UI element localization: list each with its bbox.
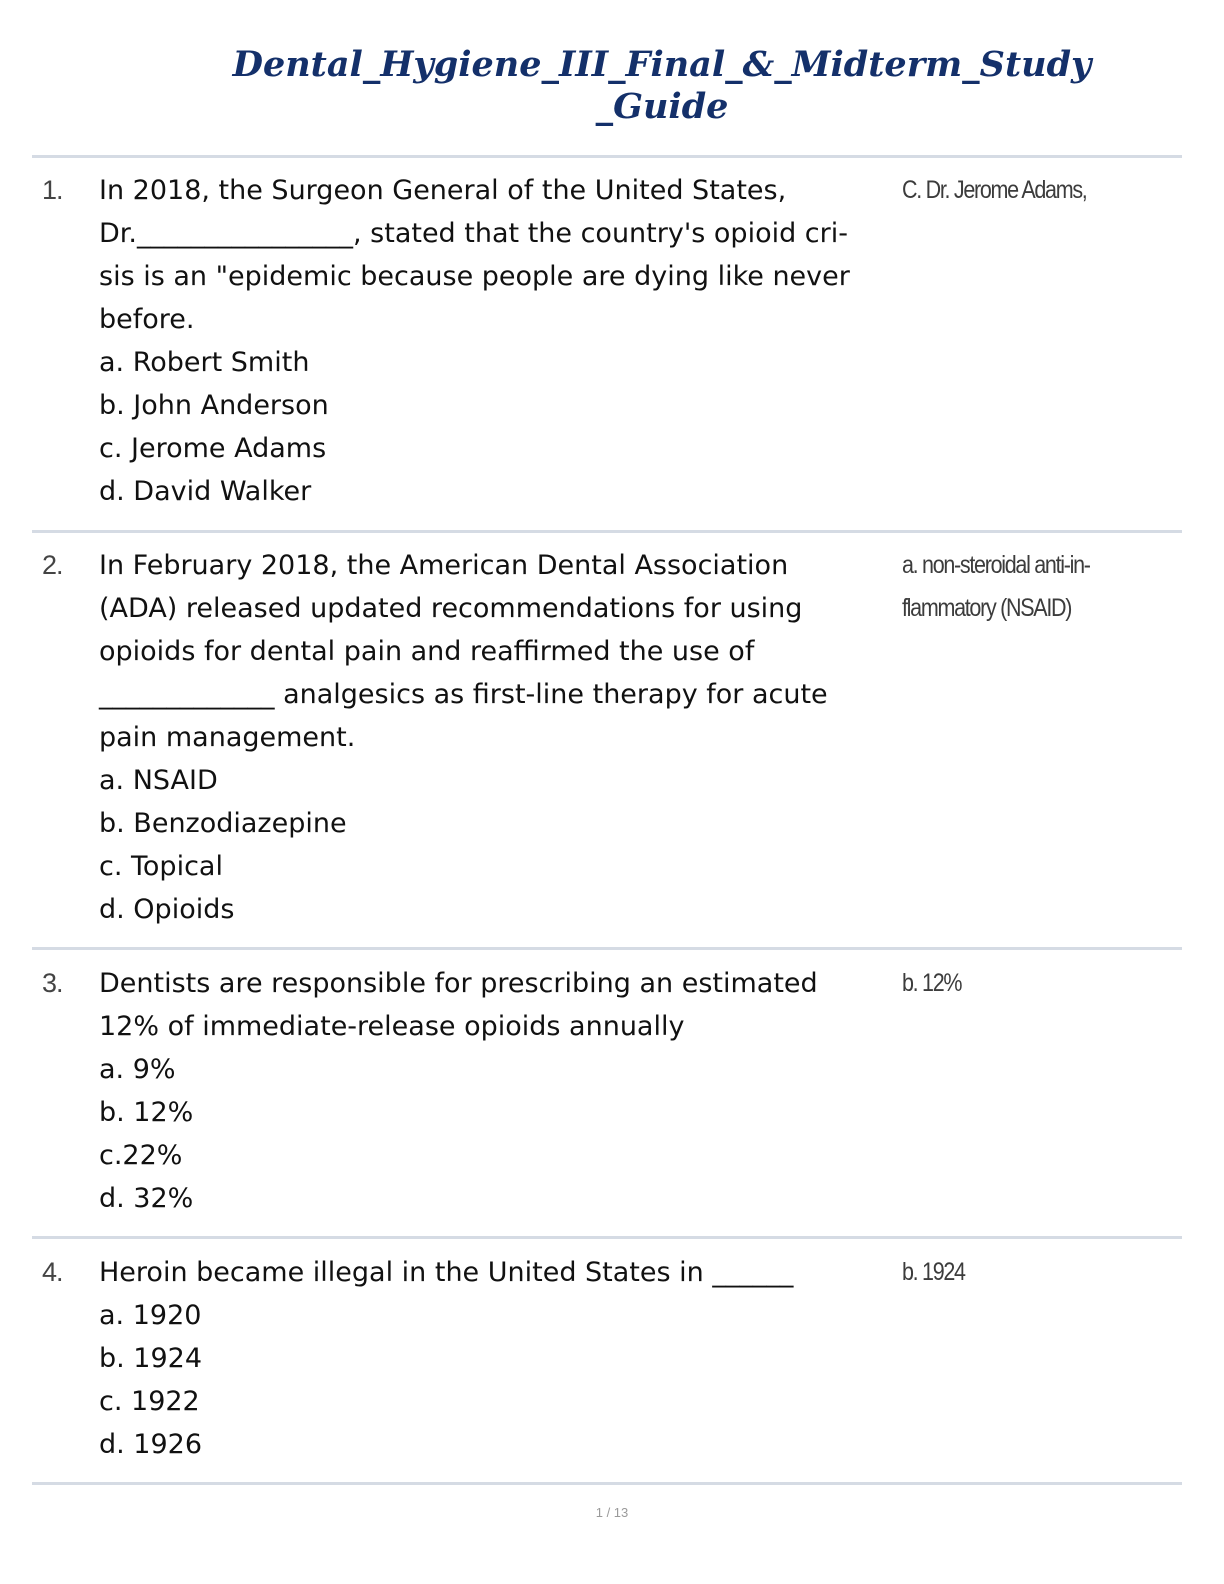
question-number: 3.	[42, 968, 63, 998]
question-line: before.	[99, 304, 195, 335]
question-line: 12% of immediate-release opioids annually	[99, 1011, 685, 1042]
question-card-3	[32, 962, 1182, 1222]
option-b: b. Benzodiazepine	[99, 808, 347, 839]
option-a: a. 9%	[99, 1054, 176, 1085]
option-b: b. 1924	[99, 1343, 203, 1374]
question-line: pain management.	[99, 722, 356, 753]
document-title	[140, 44, 1184, 128]
question-line: Dentists are responsible for prescribing an estimated	[99, 968, 818, 999]
question-number: 4.	[42, 1257, 63, 1287]
question-line: opioids for dental pain and reaffirmed the use of	[99, 636, 755, 667]
option-c: c. Topical	[99, 851, 223, 882]
answer-line: flammatory (NSAID)	[902, 594, 1072, 622]
question-line: (ADA) released updated recommendations for using	[99, 593, 803, 624]
question-line: _____________ analgesics as first-line therapy for acute	[99, 679, 828, 710]
answer-line: C. Dr. Jerome Adams,	[902, 176, 1087, 204]
option-c: c.22%	[99, 1140, 183, 1171]
question-number: 2.	[42, 550, 63, 580]
option-d: d. 32%	[99, 1183, 194, 1214]
answer-text	[902, 169, 1172, 212]
divider	[32, 1236, 1182, 1239]
page-indicator: 1 / 13	[595, 1505, 629, 1520]
answer-line: b. 12%	[902, 969, 962, 997]
option-b: b. 12%	[99, 1097, 194, 1128]
question-card-1	[32, 169, 1182, 514]
question-line: In February 2018, the American Dental Association	[99, 550, 789, 581]
option-a: a. 1920	[99, 1300, 202, 1331]
question-text	[99, 962, 899, 1220]
option-d: d. Opioids	[99, 894, 235, 925]
option-d: d. David Walker	[99, 476, 312, 507]
answer-text	[902, 544, 1172, 630]
divider	[32, 530, 1182, 533]
question-number: 1.	[42, 175, 63, 205]
option-c: c. Jerome Adams	[99, 433, 327, 464]
document-title-line-2: _Guide	[595, 86, 729, 127]
question-card-4	[32, 1251, 1182, 1471]
question-card-2	[32, 544, 1182, 934]
question-text	[99, 544, 899, 931]
divider	[32, 155, 1182, 158]
divider	[32, 947, 1182, 950]
answer-text	[902, 962, 1172, 1005]
question-line: Dr.________________, stated that the country's opioid cri-	[99, 218, 848, 249]
answer-line: b. 1924	[902, 1258, 965, 1286]
option-d: d. 1926	[99, 1429, 203, 1460]
question-line: In 2018, the Surgeon General of the United States,	[99, 175, 787, 206]
question-text	[99, 169, 899, 513]
option-b: b. John Anderson	[99, 390, 329, 421]
answer-line: a. non-steroidal anti-in-	[902, 551, 1090, 579]
document-title-line-1: Dental_Hygiene_III_Final_&_Midterm_Study	[232, 44, 1092, 85]
option-a: a. Robert Smith	[99, 347, 310, 378]
option-c: c. 1922	[99, 1386, 200, 1417]
question-line: sis is an "epidemic because people are dying like never	[99, 261, 850, 292]
option-a: a. NSAID	[99, 765, 218, 796]
answer-text	[902, 1251, 1172, 1294]
question-text	[99, 1251, 899, 1466]
divider	[32, 1482, 1182, 1485]
question-line: Heroin became illegal in the United States in ______	[99, 1257, 794, 1288]
